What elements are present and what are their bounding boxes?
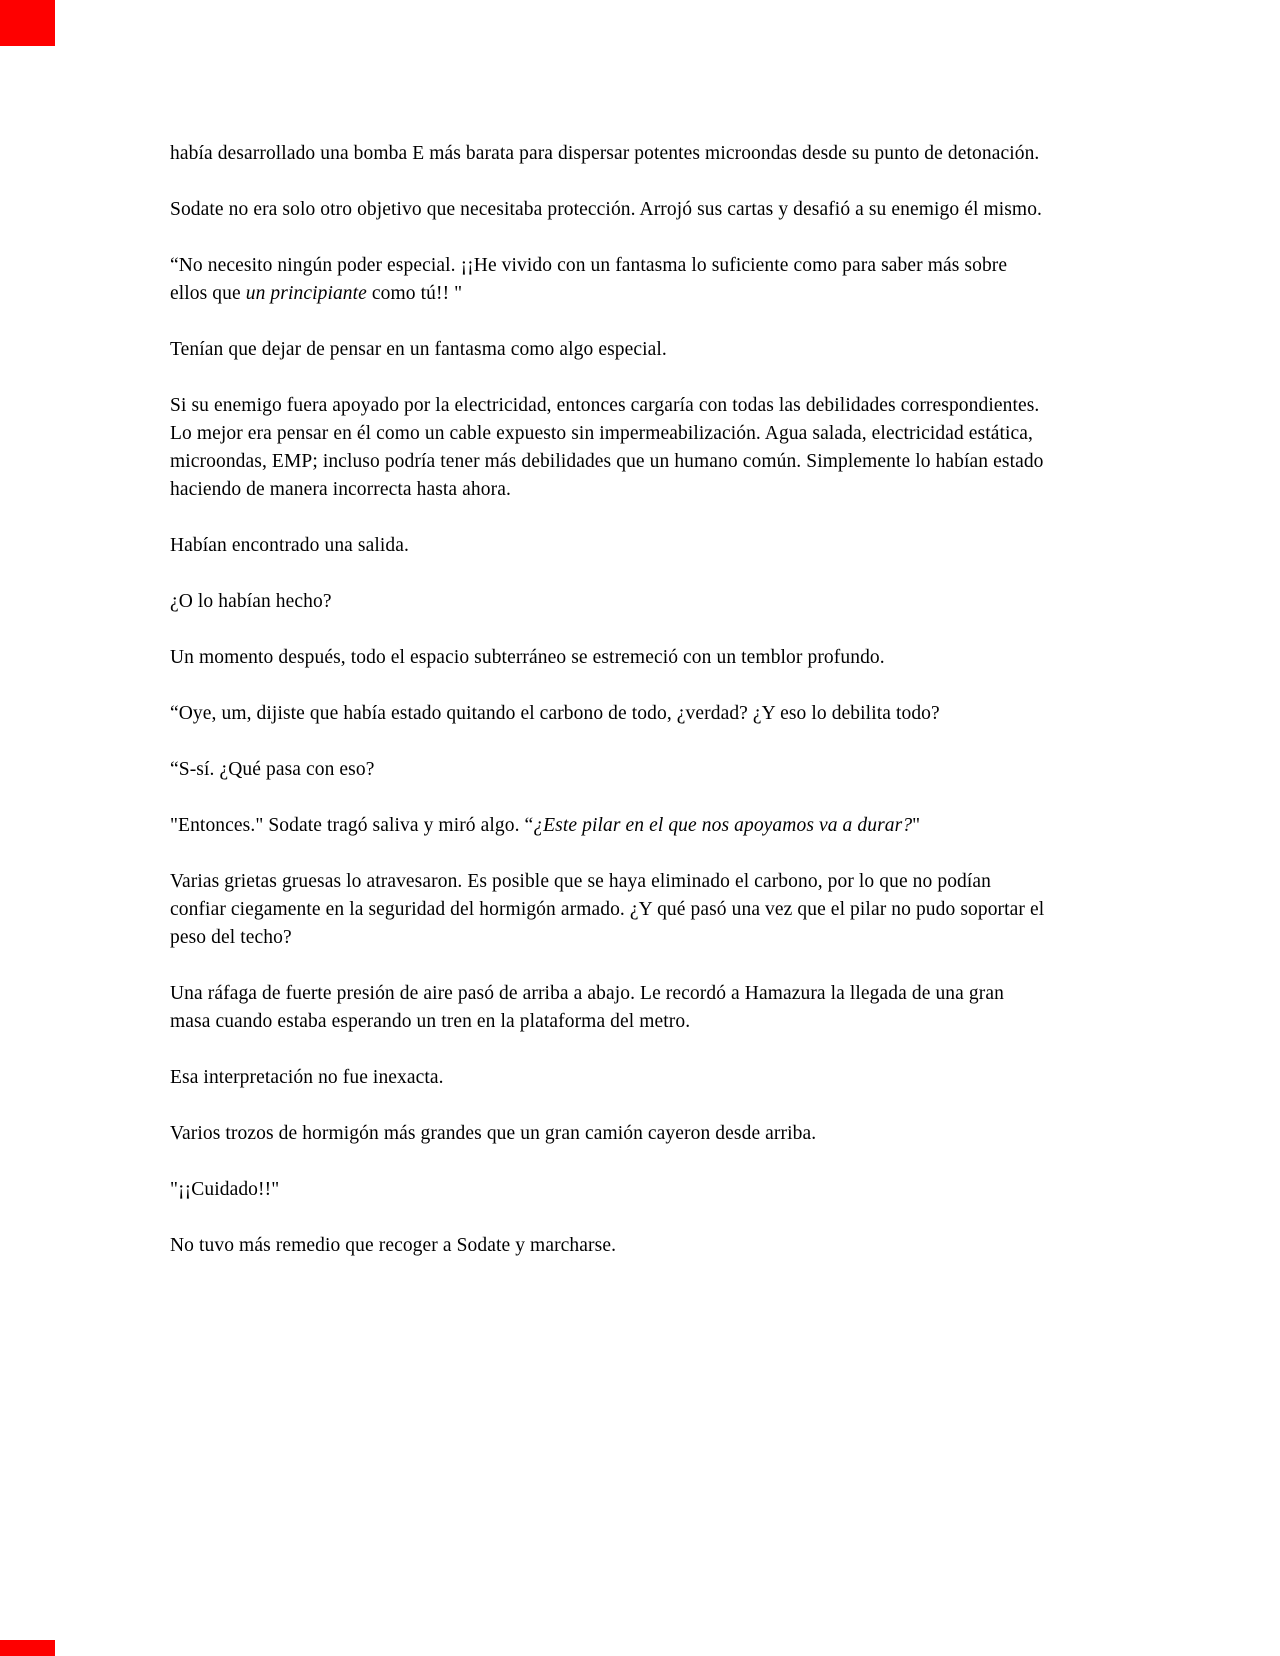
text-segment: “S-sí. ¿Qué pasa con eso? xyxy=(170,759,375,780)
red-edge-artifact-bottom xyxy=(0,1640,55,1656)
paragraph xyxy=(170,1120,1048,1148)
paragraph xyxy=(170,812,1048,840)
text-segment: ¿O lo habían hecho? xyxy=(170,591,332,612)
text-segment: "¡¡Cuidado!!" xyxy=(170,1179,280,1200)
italic-text-segment: ¿Este pilar en el que nos apoyamos va a durar? xyxy=(533,815,913,836)
paragraph xyxy=(170,588,1048,616)
paragraph xyxy=(170,756,1048,784)
italic-text-segment: un principiante xyxy=(245,283,367,304)
paragraph xyxy=(170,336,1048,364)
text-segment: "Entonces." Sodate tragó saliva y miró algo. “ xyxy=(170,815,534,836)
text-segment: Un momento después, todo el espacio subterráneo se estremeció con un temblor profundo. xyxy=(170,647,885,668)
paragraph xyxy=(170,392,1048,504)
paragraph xyxy=(170,252,1048,308)
text-segment: Esa interpretación no fue inexacta. xyxy=(170,1067,444,1088)
text-segment: " xyxy=(912,815,921,836)
text-segment: “No necesito ningún poder especial. ¡¡He vivido con un fantasma lo suficiente como para saber más sobre ellos que xyxy=(170,255,1008,304)
text-segment: Si su enemigo fuera apoyado por la electricidad, entonces cargaría con todas las debilidades correspondientes. Lo mejor era pensar en él como un cable expuesto sin impermeabilización. Agua salada, electricidad estática, microondas, EMP; incluso podría tener más debilidades que un humano común. Simplemente lo habían estado haciendo de manera incorrecta hasta ahora. xyxy=(170,395,1044,500)
red-edge-artifact-top xyxy=(0,0,55,46)
paragraph xyxy=(170,980,1048,1036)
text-segment: Varios trozos de hormigón más grandes que un gran camión cayeron desde arriba. xyxy=(170,1123,817,1144)
text-segment: Habían encontrado una salida. xyxy=(170,535,409,556)
text-segment: “Oye, um, dijiste que había estado quitando el carbono de todo, ¿verdad? ¿Y eso lo debilita todo? xyxy=(170,703,940,724)
paragraph xyxy=(170,196,1048,224)
text-segment: como tú!! " xyxy=(366,283,463,304)
text-segment: Tenían que dejar de pensar en un fantasma como algo especial. xyxy=(170,339,667,360)
paragraph xyxy=(170,868,1048,952)
paragraph xyxy=(170,532,1048,560)
text-segment: Una ráfaga de fuerte presión de aire pasó de arriba a abajo. Le recordó a Hamazura la llegada de una gran masa cuando estaba esperando un tren en la plataforma del metro. xyxy=(170,983,1004,1032)
paragraph xyxy=(170,644,1048,672)
text-segment: Varias grietas gruesas lo atravesaron. Es posible que se haya eliminado el carbono, por lo que no podían confiar ciegamente en la seguridad del hormigón armado. ¿Y qué pasó una vez que el pilar no pudo soportar el peso del techo? xyxy=(170,871,1045,948)
paragraph xyxy=(170,700,1048,728)
paragraph xyxy=(170,1176,1048,1204)
document-page-body xyxy=(170,140,1048,1288)
text-segment: No tuvo más remedio que recoger a Sodate y marcharse. xyxy=(170,1235,617,1256)
paragraph xyxy=(170,1064,1048,1092)
text-segment: había desarrollado una bomba E más barata para dispersar potentes microondas desde su punto de detonación. xyxy=(170,143,1040,164)
paragraph xyxy=(170,140,1048,168)
text-segment: Sodate no era solo otro objetivo que necesitaba protección. Arrojó sus cartas y desafió a su enemigo él mismo. xyxy=(170,199,1043,220)
paragraph xyxy=(170,1232,1048,1260)
